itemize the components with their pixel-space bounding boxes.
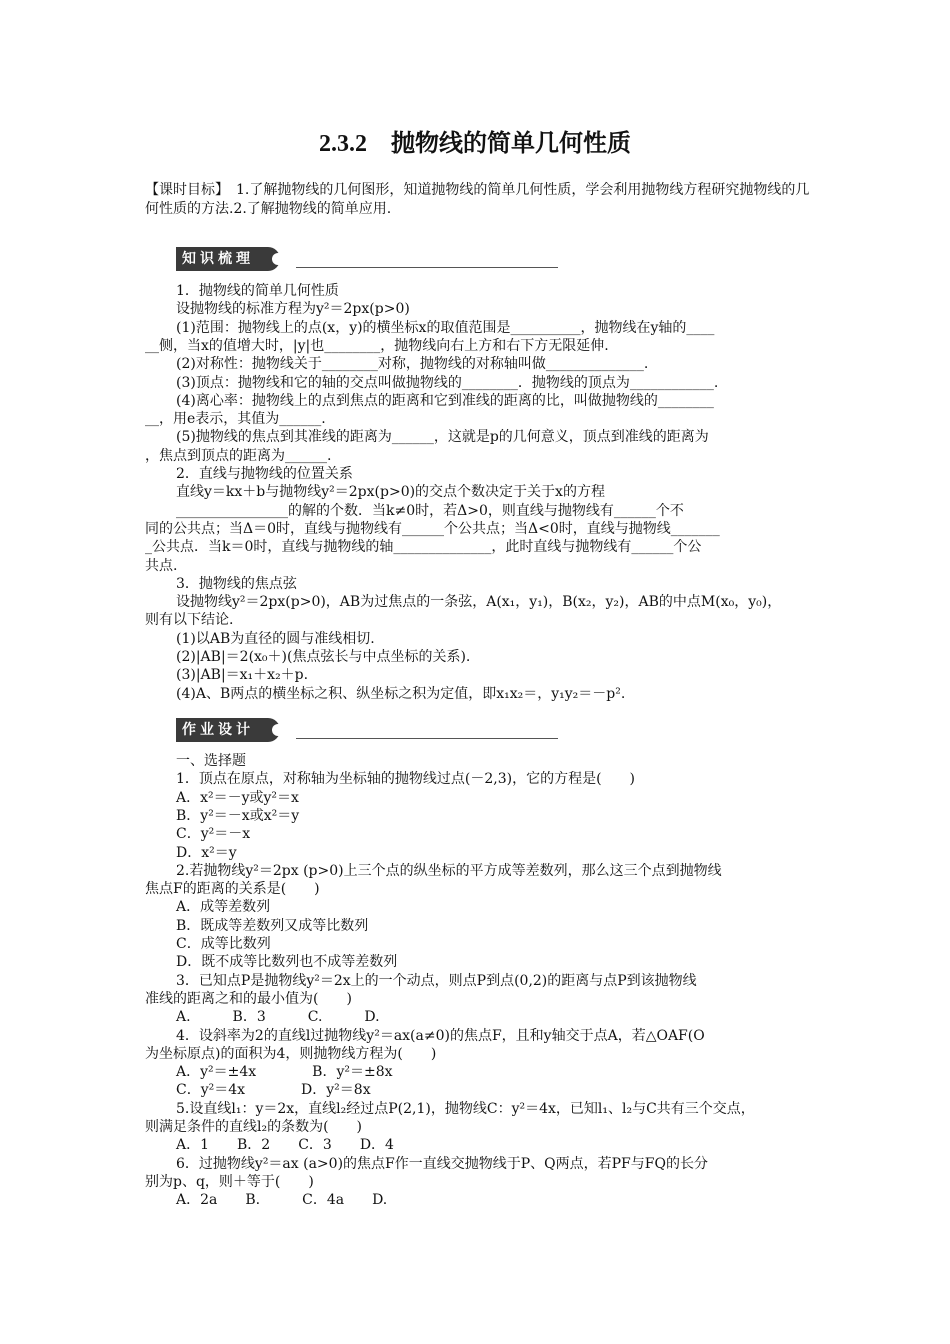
- text-line: 准线的距离之和的最小值为( ): [145, 990, 352, 1007]
- text-line: (3)|AB|＝x₁＋x₂＋p.: [176, 667, 309, 684]
- text-line: (2)对称性：抛物线关于________对称，抛物线的对称轴叫做______________.: [176, 356, 649, 373]
- text-line: 3．已知点P是抛物线y²＝2x上的一个动点，则点P到点(0,2)的距离与点P到该抛物线: [176, 972, 697, 989]
- text-line: (1)以AB为直径的圆与准线相切.: [176, 630, 375, 647]
- text-line: D．x²＝y: [176, 844, 237, 861]
- text-line: 5.设直线l₁：y＝2x，直线l₂经过点P(2,1)，抛物线C：y²＝4x，已知l₁、l₂与C共有三个交点，: [176, 1100, 755, 1117]
- text-line: 2.若抛物线y²＝2px (p>0)上三个点的纵坐标的平方成等差数列，那么这三个点到抛物线: [176, 862, 722, 879]
- text-line: ，焦点到顶点的距离为______.: [145, 447, 332, 464]
- banner-rule: [296, 267, 558, 268]
- text-line: 焦点F的距离的关系是( ): [145, 881, 320, 898]
- text-line: C．y²＝－x: [176, 826, 251, 843]
- text-line: _公共点．当k＝0时，直线与抛物线的轴______________，此时直线与抛物线有______个公: [145, 539, 702, 556]
- section-label: 作业设计: [176, 718, 280, 742]
- text-line: (2)|AB|＝2(x₀＋)(焦点弦长与中点坐标的关系).: [176, 649, 471, 665]
- text-line: 2．直线与抛物线的位置关系: [176, 466, 353, 482]
- text-line: 共点.: [145, 557, 178, 574]
- section-banner-homework: [176, 718, 558, 742]
- section-label: 知识梳理: [176, 247, 280, 271]
- text-line: 1．抛物线的简单几何性质: [176, 283, 339, 299]
- text-line: __，用e表示，其值为______.: [145, 411, 326, 428]
- text-line: 1．顶点在原点，对称轴为坐标轴的抛物线过点(－2,3)，它的方程是( ): [176, 771, 636, 788]
- text-line: A．y²＝±4x B．y²＝±8x: [176, 1064, 393, 1081]
- text-line: (3)顶点：抛物线和它的轴的交点叫做抛物线的________．抛物线的顶点为____________.: [176, 374, 719, 391]
- text-line: 同的公共点；当Δ＝0时，直线与抛物线有______个公共点；当Δ<0时，直线与抛物线_______: [145, 520, 720, 537]
- text-line: (4)离心率：抛物线上的点到焦点的距离和它到准线的距离的比，叫做抛物线的________: [176, 392, 714, 409]
- banner-rule: [296, 738, 558, 739]
- text-line: (5)抛物线的焦点到其准线的距离为______，这就是p的几何意义，顶点到准线的距离为: [176, 429, 709, 446]
- text-line: 3．抛物线的焦点弦: [176, 575, 297, 592]
- text-line: B．y²＝－x或x²＝y: [176, 807, 300, 824]
- text-line: A．2a B. C．4a D.: [176, 1192, 388, 1209]
- text-line: 则满足条件的直线l₂的条数为( ): [145, 1119, 363, 1135]
- text-line: 设抛物线y²＝2px(p>0)，AB为过焦点的一条弦，A(x₁，y₁)，B(x₂，y₂)，AB的中点M(x₀，y₀)，: [176, 594, 782, 611]
- banner-dot-icon: [272, 724, 284, 736]
- text-line: A．x²＝－y或y²＝x: [176, 789, 299, 806]
- text-line: C．y²＝4x D．y²＝8x: [176, 1082, 371, 1099]
- text-line: A. B．3 C. D.: [176, 1009, 380, 1026]
- course-objective: 【课时目标】 1.了解抛物线的几何图形，知道抛物线的简单几何性质，学会利用抛物线方程研究抛物线的几何性质的方法.2.了解抛物线的简单应用.: [145, 182, 810, 217]
- text-line: (1)范围：抛物线上的点(x，y)的横坐标x的取值范围是__________，抛物线在y轴的____: [176, 319, 715, 336]
- text-line: C．成等比数列: [176, 936, 271, 952]
- text-line: 为坐标原点)的面积为4，则抛物线方程为( ): [145, 1045, 437, 1062]
- text-line: B．既成等差数列又成等比数列: [176, 917, 369, 934]
- text-line: 一、选择题: [176, 753, 246, 769]
- text-line: 6．过抛物线y²＝ax (a>0)的焦点F作一直线交抛物线于P、Q两点，若PF与FQ的长分: [176, 1155, 708, 1172]
- text-line: A．1 B．2 C．3 D．4: [176, 1137, 394, 1154]
- text-line: 4．设斜率为2的直线l过抛物线y²＝ax(a≠0)的焦点F，且和y轴交于点A，若△OAF(O: [176, 1027, 705, 1044]
- text-line: 则有以下结论.: [145, 612, 234, 629]
- text-line: __侧，当x的值增大时，|y|也________，抛物线向右上方和右下方无限延伸.: [145, 337, 609, 354]
- text-line: ________________的解的个数．当k≠0时，若Δ>0，则直线与抛物线有______个不: [176, 502, 684, 519]
- text-line: D．既不成等比数列也不成等差数列: [176, 954, 398, 971]
- banner-dot-icon: [272, 253, 284, 265]
- section-banner-knowledge: [176, 247, 558, 271]
- text-line: A．成等差数列: [176, 899, 271, 916]
- text-line: 设抛物线的标准方程为y²＝2px(p>0): [176, 301, 410, 318]
- text-line: 直线y＝kx＋b与抛物线y²＝2px(p>0)的交点个数决定于关于x的方程: [176, 484, 605, 501]
- text-line: 别为p、q，则＋等于( ): [145, 1173, 314, 1190]
- page-title: 2.3.2 抛物线的简单几何性质: [319, 131, 631, 157]
- text-line: (4)A、B两点的横坐标之积、纵坐标之积为定值，即x₁x₂＝，y₁y₂＝－p².: [176, 685, 626, 702]
